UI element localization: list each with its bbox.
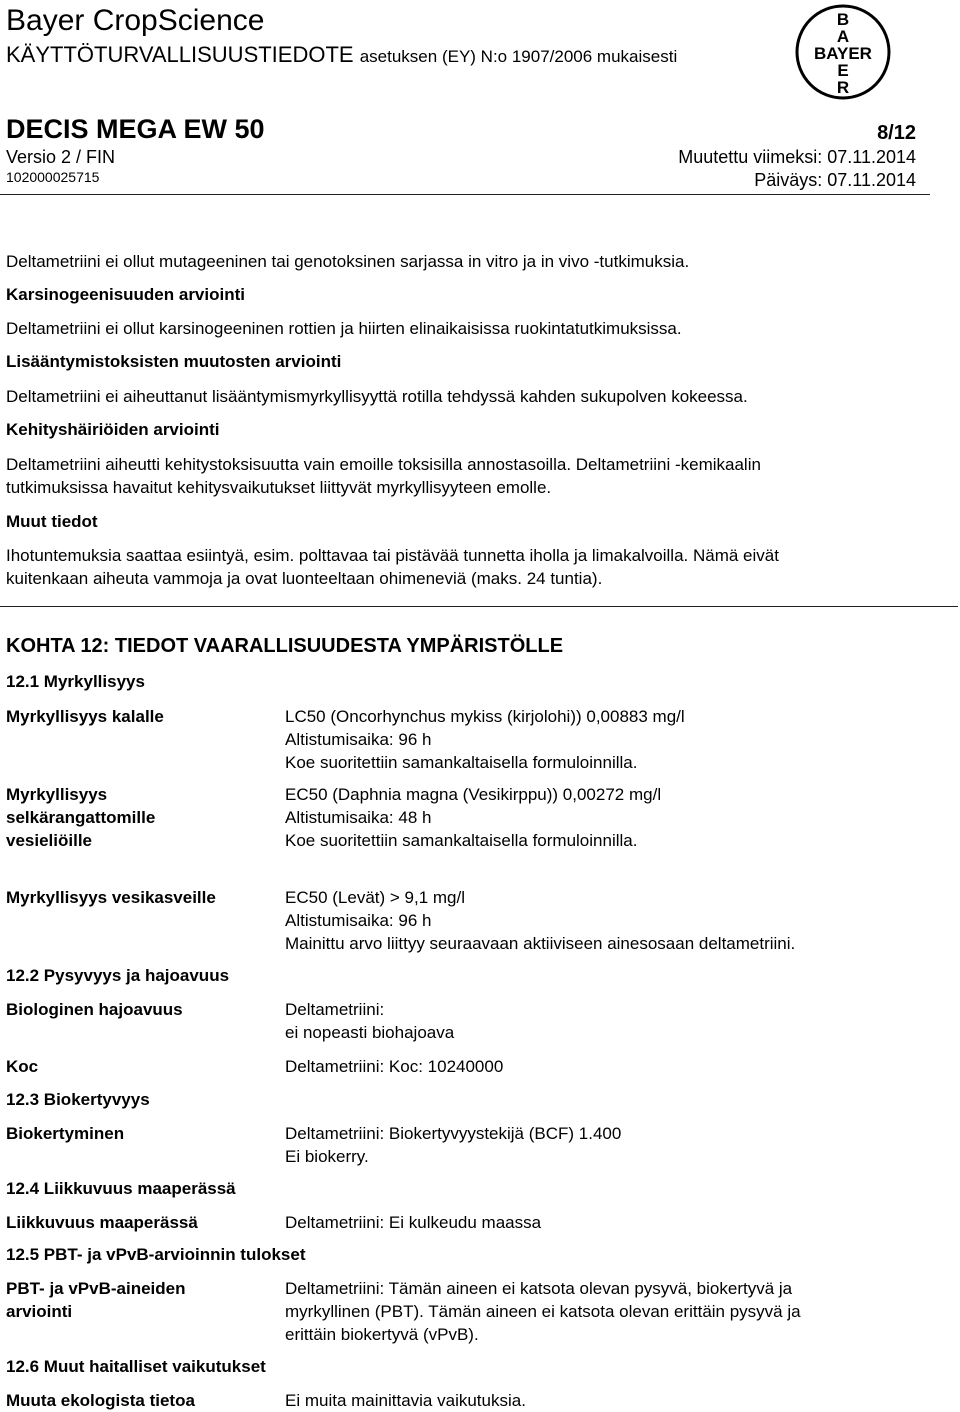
document-title-text: KÄYTTÖTURVALLISUUSTIEDOTE bbox=[6, 42, 354, 67]
other-info-text-line-2: kuitenkaan aiheuta vammoja ja ovat luonteeltaan ohimeneviä (maks. 24 tuntia). bbox=[6, 569, 603, 588]
subsection-12-1: 12.1 Myrkyllisyys bbox=[6, 672, 145, 691]
biodegradability-label: Biologinen hajoavuus bbox=[6, 1000, 183, 1019]
page-number: 8/12 bbox=[877, 122, 916, 144]
pbt-assessment-label bbox=[6, 1277, 276, 1323]
version-text: Versio 2 / FIN bbox=[6, 147, 116, 167]
fish-value-line: Koe suoritettiin samankaltaisella formuloinnilla. bbox=[285, 753, 638, 772]
document-number: 102000025715 bbox=[6, 169, 100, 185]
issue-date: Päiväys: 07.11.2014 bbox=[754, 170, 916, 190]
company-name: Bayer CropScience bbox=[6, 4, 265, 37]
soil-mobility-label: Liikkuvuus maaperässä bbox=[6, 1213, 198, 1232]
invertebrate-toxicity-values bbox=[285, 783, 945, 852]
plant-value-line: Altistumisaika: 96 h bbox=[285, 911, 432, 930]
mutagenicity-text: Deltametriini ei ollut mutageeninen tai genotoksinen sarjassa in vitro ja in vivo -tutkimuksia. bbox=[6, 252, 690, 271]
developmental-heading: Kehityshäiriöiden arviointi bbox=[6, 420, 220, 439]
section-divider bbox=[0, 606, 958, 607]
fish-toxicity-label: Myrkyllisyys kalalle bbox=[6, 707, 164, 726]
header-divider bbox=[0, 194, 930, 195]
invertebrate-value-line: EC50 (Daphnia magna (Vesikirppu)) 0,00272 mg/l bbox=[285, 785, 662, 804]
aquatic-plant-toxicity-label: Myrkyllisyys vesikasveille bbox=[6, 888, 216, 907]
subsection-12-5: 12.5 PBT- ja vPvB-arvioinnin tulokset bbox=[6, 1245, 306, 1264]
bioaccumulation-value-line: Deltametriini: Biokertyvyystekijä (BCF) 1.400 bbox=[285, 1124, 622, 1143]
invertebrate-toxicity-label bbox=[6, 783, 276, 852]
soil-mobility-value: Deltametriini: Ei kulkeudu maassa bbox=[285, 1213, 542, 1232]
bioaccumulation-label: Biokertyminen bbox=[6, 1124, 125, 1143]
carcinogenicity-heading: Karsinogeenisuuden arviointi bbox=[6, 285, 245, 304]
modified-date: Muutettu viimeksi: 07.11.2014 bbox=[678, 147, 916, 167]
other-ecological-label: Muuta ekologista tietoa bbox=[6, 1391, 195, 1410]
section-12-title: KOHTA 12: TIEDOT VAARALLISUUDESTA YMPÄRISTÖLLE bbox=[6, 635, 564, 657]
reproductive-text: Deltametriini ei aiheuttanut lisääntymismyrkyllisyyttä rotilla tehdyssä kahden sukupolven kokeessa. bbox=[6, 387, 748, 406]
biodegradability-value-line: ei nopeasti biohajoava bbox=[285, 1023, 455, 1042]
subsection-12-6: 12.6 Muut haitalliset vaikutukset bbox=[6, 1357, 266, 1376]
carcinogenicity-text: Deltametriini ei ollut karsinogeeninen rottien ja hiirten elinaikaisissa ruokintatutkimuksissa. bbox=[6, 319, 682, 338]
bayer-logo-icon bbox=[794, 3, 892, 101]
other-info-heading: Muut tiedot bbox=[6, 512, 98, 531]
bioaccumulation-values bbox=[285, 1122, 945, 1168]
plant-value-line: Mainittu arvo liittyy seuraavaan aktiiviseen ainesosaan deltametriini. bbox=[285, 934, 796, 953]
subsection-12-2: 12.2 Pysyvyys ja hajoavuus bbox=[6, 966, 230, 985]
fish-value-line: Altistumisaika: 96 h bbox=[285, 730, 432, 749]
invertebrate-label-line: vesieliöille bbox=[6, 831, 92, 850]
subsection-12-4: 12.4 Liikkuvuus maaperässä bbox=[6, 1179, 236, 1198]
koc-value: Deltametriini: Koc: 10240000 bbox=[285, 1057, 504, 1076]
document-title bbox=[6, 42, 677, 68]
subsection-12-3: 12.3 Biokertyvyys bbox=[6, 1090, 150, 1109]
pbt-value-line: Deltametriini: Tämän aineen ei katsota olevan pysyvä, biokertyvä ja bbox=[285, 1279, 793, 1298]
other-info-text-line-1: Ihotuntemuksia saattaa esiintyä, esim. polttavaa tai pistävää tunnetta iholla ja limakalvoilla. Nämä eivät bbox=[6, 546, 779, 565]
pbt-label-line: arviointi bbox=[6, 1302, 73, 1321]
biodegradability-value-line: Deltametriini: bbox=[285, 1000, 385, 1019]
product-name: DECIS MEGA EW 50 bbox=[6, 114, 265, 144]
logo-word-bayer: BAYER bbox=[814, 44, 872, 63]
plant-value-line: EC50 (Levät) > 9,1 mg/l bbox=[285, 888, 466, 907]
reproductive-heading: Lisääntymistoksisten muutosten arviointi bbox=[6, 352, 342, 371]
bioaccumulation-value-line: Ei biokerry. bbox=[285, 1147, 369, 1166]
invertebrate-value-line: Koe suoritettiin samankaltaisella formuloinnilla. bbox=[285, 831, 638, 850]
koc-label: Koc bbox=[6, 1057, 39, 1076]
fish-value-line: LC50 (Oncorhynchus mykiss (kirjolohi)) 0,00883 mg/l bbox=[285, 707, 685, 726]
logo-letter-r: R bbox=[836, 78, 850, 97]
other-ecological-value: Ei muita mainittavia vaikutuksia. bbox=[285, 1391, 526, 1410]
invertebrate-label-line: Myrkyllisyys bbox=[6, 785, 108, 804]
pbt-value-line: myrkyllinen (PBT). Tämän aineen ei katsota olevan erittäin pysyvä ja bbox=[285, 1302, 801, 1321]
aquatic-plant-toxicity-values bbox=[285, 886, 945, 955]
invertebrate-label-line: selkärangattomille bbox=[6, 808, 156, 827]
fish-toxicity-values bbox=[285, 705, 945, 774]
regulation-text: asetuksen (EY) N:o 1907/2006 mukaisesti bbox=[359, 47, 678, 66]
developmental-text bbox=[6, 453, 946, 499]
biodegradability-values bbox=[285, 998, 945, 1044]
logo-letter-b: B bbox=[836, 10, 850, 29]
logo-letter-e: E bbox=[837, 61, 849, 80]
developmental-text-line-1: Deltametriini aiheutti kehitystoksisuutta vain emoille toksisilla annostasoilla. Deltametriini -kemikaalin bbox=[6, 455, 761, 474]
pbt-label-line: PBT- ja vPvB-aineiden bbox=[6, 1279, 186, 1298]
logo-letter-a: A bbox=[836, 27, 850, 46]
invertebrate-value-line: Altistumisaika: 48 h bbox=[285, 808, 432, 827]
pbt-value-line: erittäin biokertyvä (vPvB). bbox=[285, 1325, 479, 1344]
developmental-text-line-2: tutkimuksissa havaitut kehitysvaikutukset liittyvät myrkyllisyyteen emolle. bbox=[6, 478, 552, 497]
pbt-assessment-values bbox=[285, 1277, 945, 1346]
other-info-text bbox=[6, 544, 946, 590]
